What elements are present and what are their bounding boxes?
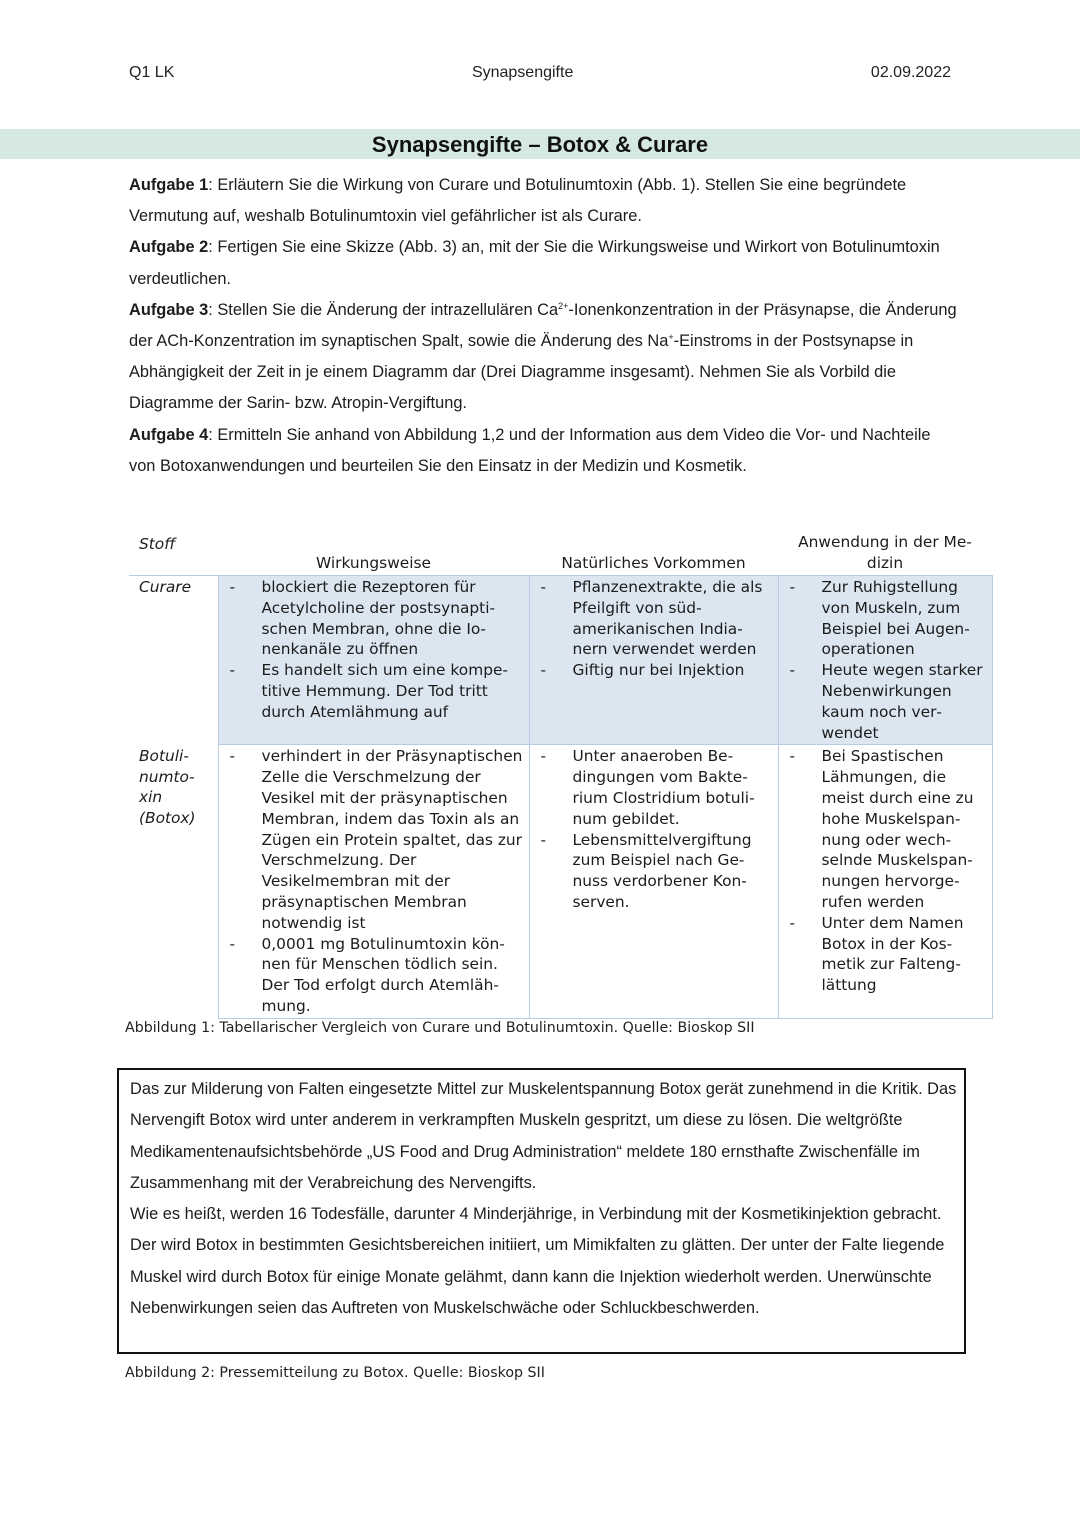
- press-release-box: [117, 1068, 966, 1354]
- header-topic: Synapsengifte: [471, 64, 574, 81]
- figure-1-caption: Abbildung 1: Tabellarischer Vergleich von Curare und Botulinumtoxin. Quelle: Bioskop SII: [125, 1020, 755, 1036]
- task-1: [129, 170, 959, 232]
- task-list: [129, 170, 959, 482]
- table-header-row: [129, 530, 992, 576]
- list-item: - blockiert die Rezeptoren für Acetylcholine der postsynaptischen Membran, ohne die Ionenkanäle zu öffnen: [219, 577, 523, 660]
- cell-wirkungsweise: [218, 576, 529, 745]
- comparison-table: [129, 530, 993, 1019]
- task-label: Aufgabe 3: [129, 300, 209, 319]
- column-header: Natürliches Vorkommen: [529, 530, 778, 576]
- cell-vorkommen: [529, 576, 778, 745]
- task-label: Aufgabe 1: [129, 176, 209, 194]
- table-row: [129, 745, 992, 1018]
- task-2: [129, 232, 959, 294]
- column-header: Wirkungsweise: [218, 530, 529, 576]
- cell-anwendung: [778, 745, 992, 1018]
- list-item: - Giftig nur bei Injektion: [530, 660, 772, 681]
- page-title: Synapsengifte – Botox & Curare: [371, 132, 709, 157]
- header-date: 02.09.2022: [870, 64, 951, 81]
- cell-wirkungsweise: [218, 745, 529, 1018]
- list-item: - Heute wegen starker Nebenwirkungen kaum noch verwendet: [779, 660, 986, 743]
- cell-anwendung: [778, 576, 992, 745]
- task-text: : Stellen Sie die Änderung der intrazellulären Ca: [208, 300, 559, 319]
- task-label: Aufgabe 4: [129, 425, 209, 444]
- substance-name: Curare: [129, 576, 218, 745]
- task-text: -Einstroms in der Postsynapse in Abhängigkeit der Zeit in je einem Diagramm dar (Drei Diagramme insgesamt). Nehmen Sie als Vorbild die Diagramme der Sarin- bzw. Atropin-Vergiftung.: [129, 332, 914, 413]
- press-paragraph: Das zur Milderung von Falten eingesetzte Mittel zur Muskelentspannung Botox gerät zunehmend in die Kritik. Das Nervengift Botox wird unter anderem in verkrampften Muskeln gespritzt, um diese zu lösen. Die weltgrößte Medikamentenaufsichtsbehörde „US Food and Drug Administration“ meldete 180 ernsthafte Zwischenfälle im Zusammenhang mit der Verabreichung des Nervengifts.: [130, 1080, 957, 1192]
- table-row: [129, 576, 992, 745]
- column-header: Stoff: [129, 530, 218, 576]
- cell-vorkommen: [529, 745, 778, 1018]
- task-text: : Erläutern Sie die Wirkung von Curare und Botulinumtoxin (Abb. 1). Stellen Sie eine begründete Vermutung auf, weshalb Botulinumtoxin viel gefährlicher ist als Curare.: [129, 176, 907, 226]
- list-item: - Pflanzenextrakte, die als Pfeilgift von südamerikanischen Indianern verwendet werden: [530, 577, 772, 660]
- list-item: - verhindert in der Präsynaptischen Zelle die Verschmelzung der Vesikel mit der präsynaptischen Membran, indem das Toxin als an Zügen ein Protein spaltet, das zur Verschmelzung. Der Vesikelmembran mit der präsynaptischen Membran notwendig ist: [219, 746, 523, 933]
- list-item: - Zur Ruhigstellung von Muskeln, zum Beispiel bei Augenoperationen: [779, 577, 986, 660]
- header-course: Q1 LK: [129, 64, 175, 81]
- title-band: [0, 129, 1080, 159]
- superscript: 2+: [558, 300, 569, 311]
- list-item: - Bei Spastischen Lähmungen, die meist durch eine zu hohe Muskelspannung oder wechselnde Muskelspannungen hervorgerufen werden: [779, 746, 986, 912]
- figure-2-caption: Abbildung 2: Pressemitteilung zu Botox. Quelle: Bioskop SII: [125, 1365, 545, 1381]
- list-item: - Unter dem Namen Botox in der Kosmetik zur Faltenglättung: [779, 913, 986, 996]
- superscript: +: [668, 332, 674, 343]
- task-text: : Fertigen Sie eine Skizze (Abb. 3) an, mit der Sie die Wirkungsweise und Wirkort von Botulinumtoxin verdeutlichen.: [129, 238, 940, 288]
- task-label: Aufgabe 2: [129, 238, 209, 257]
- page-header: [129, 64, 951, 82]
- task-4: [129, 420, 959, 482]
- task-3: [129, 295, 959, 420]
- list-item: - Lebensmittelvergiftung zum Beispiel nach Genuss verdorbener Konserven.: [530, 830, 772, 913]
- press-paragraph: Wie es heißt, werden 16 Todesfälle, darunter 4 Minderjährige, in Verbindung mit der Kosmetikinjektion gebracht. Der wird Botox in bestimmten Gesichtsbereichen initiiert, um Mimikfalten zu glätten. Der unter der Falte liegende Muskel wird durch Botox für einige Monate gelähmt, dann kann die Injektion wiederholt werden. Unerwünschte Nebenwirkungen seien das Auftreten von Muskelschwäche oder Schluckbeschwerden.: [130, 1205, 945, 1318]
- task-text: : Ermitteln Sie anhand von Abbildung 1,2 und der Information aus dem Video die Vor- und Nachteile von Botoxanwendungen und beurteilen Sie den Einsatz in der Medizin und Kosmetik.: [129, 425, 931, 475]
- column-header: Anwendung in der Medizin: [778, 530, 992, 576]
- list-item: - 0,0001 mg Botulinumtoxin können für Menschen tödlich sein. Der Tod erfolgt durch Atemlähmung.: [219, 934, 523, 1017]
- substance-name: Botulinumtoxin (Botox): [129, 745, 218, 1018]
- list-item: - Unter anaeroben Bedingungen vom Bakterium Clostridium botulinum gebildet.: [530, 746, 772, 829]
- task-text: -Ionenkonzentration in der Präsynapse, die Änderung der ACh-Konzentration im synaptischen Spalt, sowie die Änderung des Na: [129, 300, 957, 351]
- list-item: - Es handelt sich um eine kompetitive Hemmung. Der Tod tritt durch Atemlähmung auf: [219, 660, 523, 722]
